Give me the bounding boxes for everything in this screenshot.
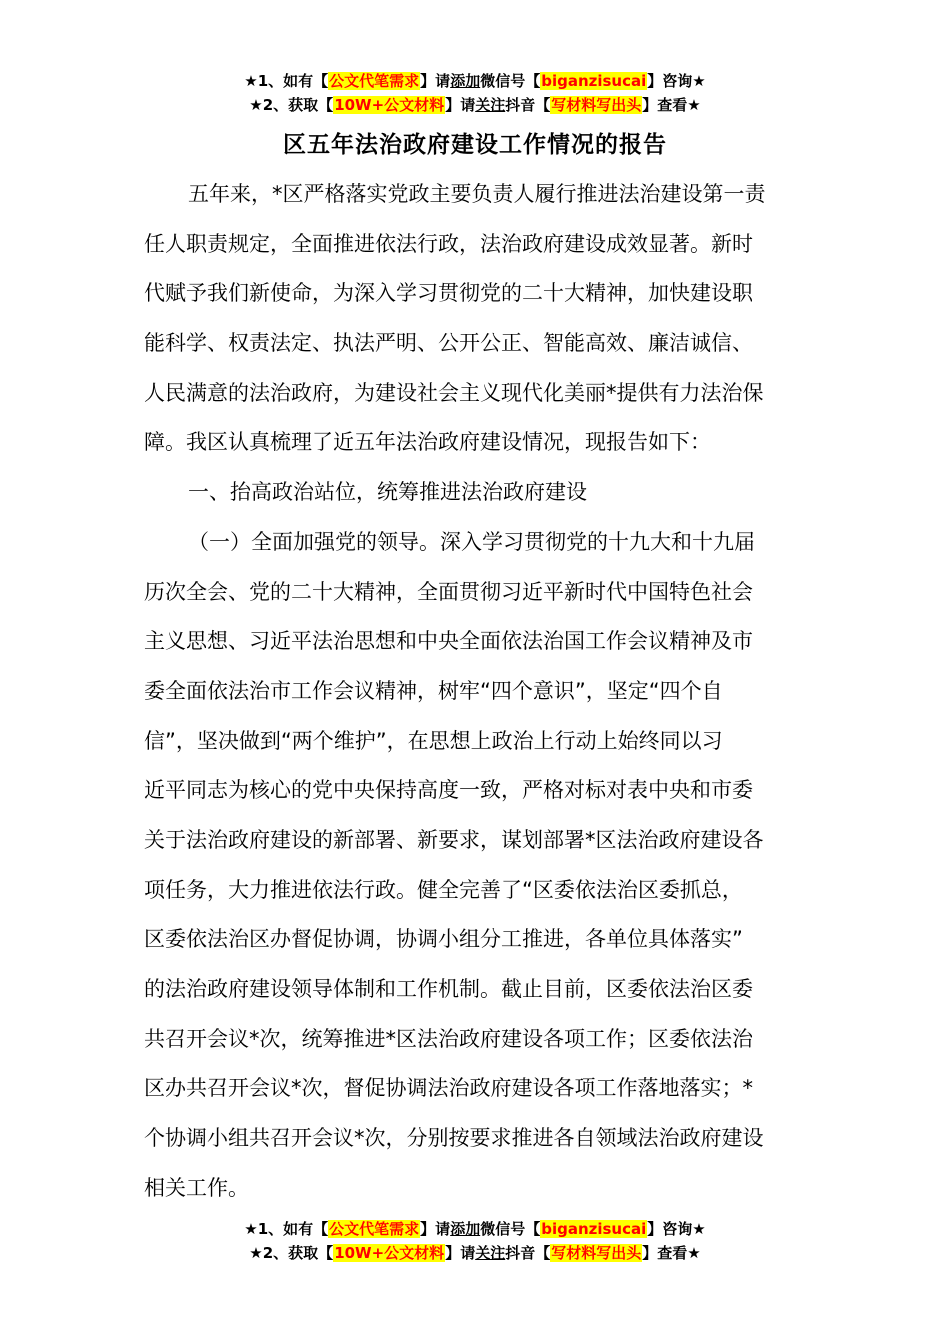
- highlight-wechat-id: biganzisucai: [541, 1220, 647, 1238]
- promo-header: [0, 70, 950, 118]
- body-line: 区委依法治区办督促协调，协调小组分工推进，各单位具体落实”: [144, 927, 743, 952]
- body-line: 代赋予我们新使命，为深入学习贯彻党的二十大精神，加快建设职: [144, 281, 753, 306]
- promo-line-2: ★2、获取【10W+公文材料】请关注抖音【写材料写出头】查看★: [249, 1244, 701, 1262]
- body-line: 障。我区认真梳理了近五年法治政府建设情况，现报告如下：: [144, 430, 711, 455]
- body-line: 任人职责规定，全面推进依法行政，法治政府建设成效显著。新时: [144, 231, 753, 256]
- document-title: 区五年法治政府建设工作情况的报告: [283, 132, 667, 158]
- body-line: 个协调小组共召开会议*次，分别按要求推进各自领域法治政府建设: [144, 1126, 764, 1151]
- body-line: 相关工作。: [144, 1175, 249, 1200]
- body-line: 五年来，*区严格落实党政主要负责人履行推进法治建设第一责: [188, 182, 766, 206]
- body-line: 能科学、权责法定、执法严明、公开公正、智能高效、廉洁诚信、: [144, 331, 753, 356]
- document-body: [144, 170, 808, 1213]
- highlight-douyin: 写材料写出头: [551, 1244, 642, 1262]
- promo-line-1: ★1、如有【公文代笔需求】请添加微信号【biganzisucai】咨询★: [244, 72, 706, 90]
- highlight-materials: 10W+公文材料: [334, 96, 445, 114]
- body-line: 历次全会、党的二十大精神，全面贯彻习近平新时代中国特色社会: [144, 579, 753, 604]
- promo-line-1: ★1、如有【公文代笔需求】请添加微信号【biganzisucai】咨询★: [244, 1220, 706, 1238]
- body-line: 项任务，大力推进依法行政。健全完善了“区委依法治区委抓总，: [144, 877, 743, 902]
- body-line: 区办共召开会议*次，督促协调法治政府建设各项工作落地落实；*: [144, 1076, 753, 1101]
- body-line: 信”，坚决做到“两个维护”，在思想上政治上行动上始终同以习: [144, 728, 723, 753]
- body-line: 关于法治政府建设的新部署、新要求，谋划部署*区法治政府建设各: [144, 827, 764, 852]
- section-heading: 一、抬高政治站位，统筹推进法治政府建设: [188, 480, 587, 505]
- body-line: 近平同志为核心的党中央保持高度一致，严格对标对表中央和市委: [144, 778, 753, 803]
- promo-line-2: ★2、获取【10W+公文材料】请关注抖音【写材料写出头】查看★: [249, 96, 701, 114]
- highlight-douyin: 写材料写出头: [551, 96, 642, 114]
- body-line: 委全面依法治市工作会议精神，树牢“四个意识”，坚定“四个自: [144, 678, 723, 703]
- body-line: 共召开会议*次，统筹推进*区法治政府建设各项工作；区委依法治: [144, 1026, 753, 1051]
- highlight-wechat-id: biganzisucai: [541, 72, 647, 90]
- highlight-materials: 10W+公文材料: [334, 1244, 445, 1262]
- body-line: 的法治政府建设领导体制和工作机制。截止目前，区委依法治区委: [144, 977, 753, 1001]
- body-line: （一）全面加强党的领导。深入学习贯彻党的十九大和十九届: [188, 529, 755, 554]
- body-line: 人民满意的法治政府，为建设社会主义现代化美丽*提供有力法治保: [144, 380, 764, 405]
- promo-footer: [0, 1218, 950, 1266]
- body-line: 主义思想、习近平法治思想和中央全面依法治国工作会议精神及市: [144, 629, 753, 654]
- highlight-service: 公文代笔需求: [329, 1220, 420, 1238]
- highlight-service: 公文代笔需求: [329, 72, 420, 90]
